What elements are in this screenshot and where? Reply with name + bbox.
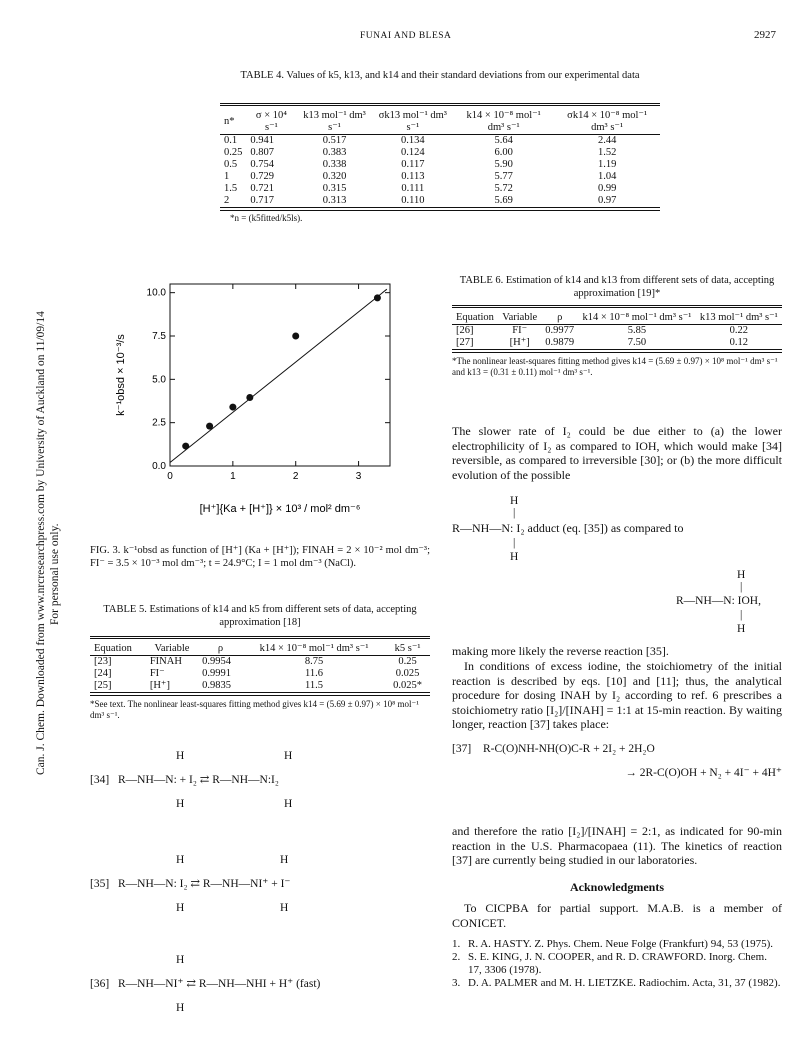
table4-header-row [220,110,660,135]
table-cell: 0.1 [224,135,238,146]
x-axis-label: [H⁺]{Ka + [H⁺]} × 10³ / mol² dm⁻⁶ [199,503,361,515]
table-cell: 0.717 [246,195,296,208]
table-cell: 0.313 [296,195,372,208]
y-axis-label: k⁻¹obsd × 10⁻³/s [115,334,127,416]
table6-caption: TABLE 6. Estimation of k14 and k13 from different sets of data, accepting approximation [19]* [459,275,775,299]
data-point [229,404,236,411]
h-atom: H [280,902,289,914]
table-cell: 0.9954 [202,656,231,667]
table-cell: 1 [224,171,230,182]
table-cell: 0.97 [554,195,660,208]
structures-block [452,495,782,635]
table-cell: 0.22 [729,325,748,336]
reference-number: 1. [452,938,461,950]
table5-header-row [90,643,430,656]
table-cell: 0.729 [250,171,274,182]
table-row [220,195,660,208]
paragraph-ratio: and therefore the ratio [I₂]/[INAH] = 2:1, as indicated for 90-min reaction in the U.S. Pharmacopaea (11). The kinetics of reaction [37] are currently being studied in our laboratories. [452,824,782,867]
table-cell: 11.6 [305,668,324,679]
h-atom: H [176,798,185,810]
reference-number: 2. [452,951,461,963]
acknowledgments-title: Acknowledgments [569,880,664,894]
eq34-number: [34] [90,774,110,786]
h-atom: H [284,750,293,762]
table-cell: [23] [94,656,112,667]
table-cell: 0.25 [398,656,417,667]
table-cell: 1.5 [224,183,238,194]
table5-header: Variable [154,643,190,654]
table-cell: [27] [452,337,498,350]
h-atom: H [510,495,519,507]
table6-header: k13 mol⁻¹ dm³ s⁻¹ [699,312,778,323]
table5-header: k5 s⁻¹ [394,643,421,654]
table-cell: 0.113 [401,171,425,182]
eq36-number: [36] [90,978,110,990]
h-atom: H [280,854,289,866]
x-tick-label: 1 [230,471,236,482]
h-atom: H [176,902,185,914]
table4-header: k13 mol⁻¹ dm³ s⁻¹ [303,110,366,133]
table-cell: 2 [220,195,246,208]
h-atom: H [176,1002,185,1014]
table-row [220,171,660,183]
table-cell: 5.85 [627,325,647,336]
y-tick-label: 5.0 [152,374,166,386]
table4-header: σk13 mol⁻¹ dm³ s⁻¹ [378,110,447,133]
table5-header: ρ [217,643,224,654]
bond-mark: | [740,581,743,593]
table-cell: 11.5 [243,680,385,693]
table-cell: 2.44 [597,135,617,146]
table-cell: 5.72 [494,183,513,194]
adduct-line: R—NH—N: I₂ adduct (eq. [35]) as compared to [452,521,684,535]
table-cell: 0.025 [395,668,420,679]
table6-header: Equation [456,312,494,323]
table-row [220,135,660,148]
table-cell: 0.9835 [198,680,243,693]
table4-footnote: *n = (k5fitted/k5ls). [220,210,660,224]
table-row [452,325,782,338]
table-cell: 0.9879 [541,337,578,350]
table-row [452,337,782,350]
table4-header: n* [224,116,235,127]
reference-item [452,977,782,990]
table-row [220,147,660,159]
table-cell: [25] [90,680,146,693]
table-cell: 0.134 [401,135,425,146]
table5 [90,636,430,721]
download-note: Can. J. Chem. Downloaded from www.nrcresearchpress.com by University of Auckland on 11/09/14 [35,311,47,775]
reference-item [452,951,782,977]
table-cell: 5.69 [453,195,554,208]
ioh-structure: R—NH—N: IOH, [676,595,761,607]
table4-body [220,135,660,208]
reference-item [452,938,782,951]
h-atom: H [284,798,293,810]
table-cell: 0.117 [401,159,425,170]
table-cell: 1.19 [597,159,617,170]
table-cell: 0.941 [250,135,274,146]
paragraph-reverse: making more likely the reverse reaction [35]. [452,644,669,658]
references-list [452,938,782,990]
table4-header: σk14 × 10⁻⁸ mol⁻¹ dm³ s⁻¹ [567,110,648,133]
reference-text: R. A. HASTY. Z. Phys. Chem. Neue Folge (Frankfurt) 94, 53 (1975). [468,938,774,950]
table-cell: 0.124 [401,147,425,158]
eq35-number: [35] [90,878,110,890]
acknowledgments-body: To CICPBA for partial support. M.A.B. is a member of CONICET. [452,901,782,930]
personal-use-note: For personal use only. [49,523,61,625]
table6-header: ρ [557,312,563,323]
reference-text: S. E. KING, J. N. COOPER, and R. D. CRAWFORD. Inorg. Chem. 17, 3306 (1978). [468,951,767,976]
eq35: R—NH—N: I₂ ⇄ R—NH—NI⁺ + I⁻ [118,878,291,890]
download-note-block [34,311,62,775]
h-atom: H [176,750,185,762]
bond-mark: | [513,537,516,549]
table4-grid [220,103,660,208]
table-cell: 1.52 [597,147,617,158]
h-atom: H [176,854,185,866]
table-cell: FI⁻ [512,325,528,336]
scatter-chart [90,270,430,540]
table5-header: k14 × 10⁻⁸ mol⁻¹ dm³ s⁻¹ [259,643,369,654]
equation-block [90,750,430,1040]
table4-header: k14 × 10⁻⁸ mol⁻¹ dm³ s⁻¹ [466,110,541,133]
table-cell: 0.99 [597,183,617,194]
x-tick-label: 2 [292,471,299,482]
table-cell: 0.5 [224,159,238,170]
table-cell: 0.517 [322,135,347,146]
table-cell: FI⁻ [149,668,165,679]
table-row [90,680,430,693]
data-point [246,394,253,401]
reference-number: 3. [452,977,461,989]
table-cell: 0.315 [322,183,347,194]
table-cell: 6.00 [494,147,513,158]
data-point [374,294,381,301]
table4-caption: TABLE 4. Values of k5, k13, and k14 and their standard deviations from our experimental data [240,70,640,81]
eq34: R—NH—N: + I₂ ⇄ R—NH—N:I₂ [118,774,279,786]
eq37-left: R-C(O)NH-NH(O)C-R + 2I₂ + 2H₂O [483,743,655,755]
table-cell: [H⁺] [498,337,541,350]
paragraph-mechanism: The slower rate of I₂ could be due either to (a) the lower electrophilicity of I₂ as compared to IOH, which would make [34] reversible, as compared to irreversible [30]; or (b) the more difficult evolution of the possible [452,424,782,482]
table-cell: 0.25 [224,147,243,158]
download-sidebar [8,215,61,815]
table6-header: Variable [502,312,538,323]
table-cell: FINAH [149,656,182,667]
table-cell: [26] [456,325,474,336]
table6-body [452,325,782,350]
x-tick-label: 3 [355,471,362,482]
h-atom: H [737,623,746,635]
table-cell: 0.320 [322,171,347,182]
table-cell: 0.111 [401,183,425,194]
table-cell: 0.338 [322,159,347,170]
table-row [90,668,430,680]
data-point [206,423,213,430]
table-cell: 0.110 [373,195,454,208]
table6-footnote: *The nonlinear least-squares fitting method gives k14 = (5.69 ± 0.97) × 10⁸ mol⁻¹ dm³ s⁻¹ and k13 = (0.31 ± 0.11) mol⁻¹ dm³ s⁻¹. [452,352,782,378]
table-cell: 1.04 [597,171,617,182]
h-atom: H [176,954,185,966]
table-cell: 0.12 [696,337,782,350]
table6-header: k14 × 10⁻⁸ mol⁻¹ dm³ s⁻¹ [582,312,692,323]
table-cell: 0.807 [250,147,274,158]
table-cell: 0.721 [250,183,274,194]
table6 [452,305,782,378]
fit-line [170,289,387,462]
data-point [292,333,299,340]
reference-text: D. A. PALMER and M. H. LIETZKE. Radiochim. Acta, 31, 37 (1982). [468,977,781,989]
y-tick-label: 2.5 [152,417,166,429]
table4-header: σ × 10⁴ s⁻¹ [255,110,287,133]
table-cell: 7.50 [578,337,695,350]
table6-grid [452,305,782,350]
x-tick-label: 0 [167,471,173,482]
table5-caption: TABLE 5. Estimations of k14 and k5 from different sets of data, accepting approximation [18] [103,604,417,628]
table-cell: [H⁺] [146,680,198,693]
paragraph-stoichiometry: In conditions of excess iodine, the stoichiometry of the initial reaction is described by eqs. [10] and [11]; thus, the analytical procedure for dosing INAH by I₂ according to ref. 6 prescribes a stoichiometry ratio [I₂]/[INAH] = 1:1 at 15-min reaction. By waiting longer, reaction [37] takes place: [452,659,782,731]
table6-header-row [452,312,782,325]
table-cell: [24] [94,668,112,679]
figure-3 [90,270,430,540]
table-row [220,159,660,171]
table-cell: 0.9977 [545,325,575,336]
bond-mark: | [740,609,743,621]
y-tick-label: 0.0 [152,461,166,472]
table-cell: 0.025* [385,680,430,693]
h-atom: H [510,551,519,563]
table-cell: 5.90 [494,159,513,170]
table5-header: Equation [94,643,132,654]
eq36: R—NH—NI⁺ ⇄ R—NH—NHI + H⁺ (fast) [118,978,321,990]
h-atom: H [737,569,746,581]
y-tick-label: 10.0 [146,287,166,299]
table-cell: 8.75 [304,656,324,667]
table5-footnote: *See text. The nonlinear least-squares fitting method gives k14 = (5.69 ± 0.97) × 10⁸ mol⁻¹ dm³ s⁻¹. [90,695,430,721]
page-number: 2927 [754,29,776,41]
running-title: FUNAI AND BLESA [360,31,452,41]
table-cell: 0.754 [250,159,274,170]
table-row [220,183,660,195]
bond-mark: | [513,507,516,519]
table-cell: 5.64 [494,135,513,146]
figure3-caption: FIG. 3. k⁻¹obsd as function of [H⁺] (Ka + [H⁺]); FINAH = 2 × 10⁻² mol dm⁻³; FI⁻ = 3.5 × 10⁻³ mol dm⁻³; t = 24.9°C; I = 1 mol dm⁻³ (NaCl). [90,545,430,569]
table4 [220,103,660,224]
table5-grid [90,636,430,693]
table-cell: 0.383 [322,147,347,158]
table-cell: 0.9991 [202,668,231,679]
eq37-number: [37] [452,743,472,755]
table-cell: 5.77 [494,171,513,182]
data-point [182,443,189,450]
table-row [90,656,430,669]
table5-body [90,656,430,693]
y-tick-label: 7.5 [152,331,166,342]
eq37-right: → 2R-C(O)OH + N₂ + 4I⁻ + 4H⁺ [625,767,782,779]
